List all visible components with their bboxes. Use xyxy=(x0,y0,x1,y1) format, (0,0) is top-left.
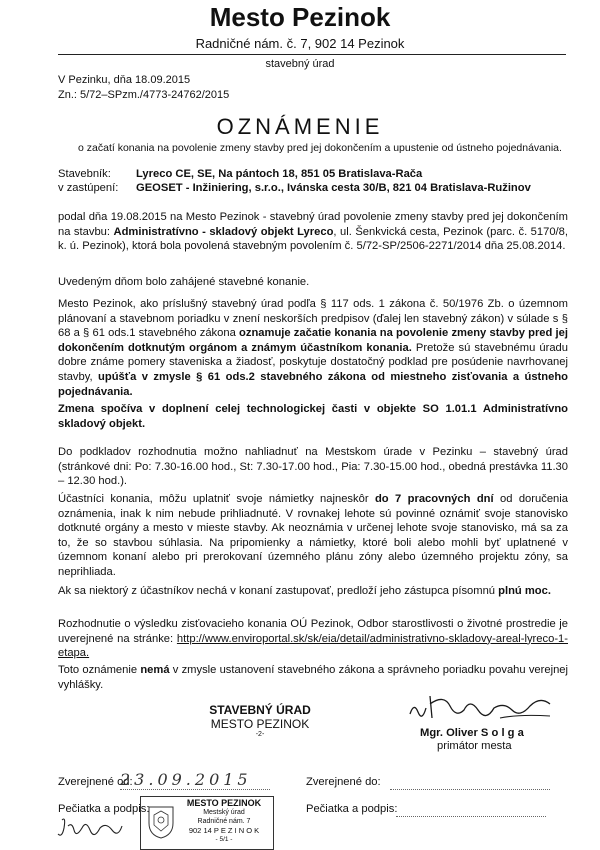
stamp-line-1: MESTO PEZINOK xyxy=(186,798,262,808)
enviroportal-link[interactable]: http://www.enviroportal.sk/sk/eia/detail/administrativno-skladovy-areal-lyreco-1-etapa. xyxy=(58,632,568,660)
stamp-line-3: Radničné nám. 7 xyxy=(197,818,251,825)
city-title: Mesto Pezinok xyxy=(209,2,391,32)
office-stamp-number: -2- xyxy=(255,731,265,738)
stamp-line-4: 902 14 P E Z I N O K xyxy=(188,826,260,835)
paragraph-representation: Ak sa niektorý z účastníkov nechá v konaní zastupovať, predloží jeho zástupca písomnú plnú moc. xyxy=(58,585,551,597)
office-stamp-text xyxy=(200,703,320,738)
notice-heading: OZNÁMENIE xyxy=(216,114,384,139)
builder-label: Stavebník: xyxy=(58,168,111,180)
place-date: V Pezinku, dňa 18.09.2015 xyxy=(58,74,191,86)
paragraph-not-public-notice: Toto oznámenie nemá v zmysle ustanovení stavebného zákona a správneho poriadku povahu verejnej vyhlášky. xyxy=(58,664,568,691)
header-rule xyxy=(58,54,566,55)
stamp-line-5: - 5/1 - xyxy=(215,836,233,843)
paragraph-change-description: Zmena spočíva v doplnení celej technologickej časti v objekte SO 1.01.1 Administratívno skladový objekt. xyxy=(58,403,568,430)
paragraph-eia-decision: Rozhodnutie o výsledku zisťovacieho konania OÚ Pezinok, Odbor starostlivosti o životné prostredie je uverejnené na stránke: http://www.enviroportal.sk/sk/eia/detail/administrativno-skladovy-areal-lyreco-1-etapa. xyxy=(58,618,568,660)
paragraph-legal-basis: Mesto Pezinok, ako príslušný stavebný úrad podľa § 117 ods. 1 zákona č. 50/1976 Zb. o územnom plánovaní a stavebnom poriadku v znení neskorších predpisov (ďalej len stavebný zákon) v súlade s § 68 a § 61 ods.1 stavebného zákona oznamuje začatie konania na povolenie zmeny stavby pred jej dokončením dotknutým orgánom a známym účastníkom konania. Pretože sú stavebnému úradu dobre známe pomery staveniska a žiadosť, poskytuje dostatočný podklad pre posúdenie navrhovanej stavby, upúšťa v zmysle § 61 ods.2 stavebného zákona od miestneho zisťovania a ústneho pojednávania. xyxy=(58,298,569,398)
representative-value: GEOSET - Inžiniering, s.r.o., Ivánska cesta 30/B, 821 04 Bratislava-Ružinov xyxy=(136,182,531,194)
mayor-position: primátor mesta xyxy=(437,740,512,752)
published-from-label: Zverejnené od: xyxy=(58,776,133,788)
mayor-signature-image xyxy=(400,684,560,730)
published-to-line xyxy=(390,789,550,790)
paragraph-application: podal dňa 19.08.2015 na Mesto Pezinok - stavebný úrad povolenie zmeny stavby pred jej dokončením na stavbu: Administratívno - skladový objekt Lyreco, ul. Šenkvická cesta, Pezinok (parc. č. 5170/8, k. ú. Pezinok), ktorá bola povolená stavebným povolením č. 5/72-SP/2506-2271/2014 dňa 25.08.2014. xyxy=(58,211,568,253)
paragraph-objections: Účastníci konania, môžu uplatniť svoje námietky najneskôr do 7 pracovných dní od doručenia oznámenia, inak k nim nebude prihliadnuté. V rovnakej lehote sú povinné oznámiť svoje stanovisko dotknuté orgány a mesto v mieste stavby. Ak neoznámia v určenej lehote svoje stanovisko, má sa za to, že so stavbou súhlasia. Na pripomienky a námietky, ktoré boli alebo mohli byť uplatnené v územnom konaní alebo pri prerokovaní územného plánu zóny alebo územného projektu zóny, sa neprihliada. xyxy=(58,493,568,578)
stamp-signature-label-right: Pečiatka a podpis: xyxy=(306,803,398,815)
stamp-signature-label-left: Pečiatka a podpis: xyxy=(58,803,150,815)
reference-number: Zn.: 5/72–SPzm./4773-24762/2015 xyxy=(58,89,230,101)
stamp-signature-line-right xyxy=(396,816,546,817)
published-from-value: 23.09.2015 xyxy=(120,770,270,790)
representative-label: v zastúpení: xyxy=(58,182,119,194)
city-address: Radničné nám. č. 7, 902 14 Pezinok xyxy=(195,36,405,51)
mayor-name: Mgr. Oliver S o l g a xyxy=(420,727,524,739)
office-name: stavebný úrad xyxy=(265,58,335,70)
stamp-line-2: Mestský úrad xyxy=(203,809,245,816)
office-stamp-line1: STAVEBNÝ ÚRAD xyxy=(209,703,311,717)
published-to-label: Zverejnené do: xyxy=(306,776,381,788)
city-stamp xyxy=(140,796,274,850)
coat-of-arms-icon xyxy=(147,805,175,839)
office-stamp-line2: MESTO PEZINOK xyxy=(210,717,310,731)
builder-value: Lyreco CE, SE, Na pántoch 18, 851 05 Bratislava-Rača xyxy=(136,168,423,180)
notice-subheading: o začatí konania na povolenie zmeny stavby pred jej dokončením a upustenie od ústneho pojednávania. xyxy=(78,142,562,154)
paragraph-office-hours: Do podkladov rozhodnutia možno nahliadnuť na Mestskom úrade v Pezinku – stavebný úrad (stránkové dni: Po: 7.30-16.00 hod., St: 7.30-17.00 hod., Pia: 7.30-15.00 hod., obedná prestávka 11.30 – 12.30 hod.). xyxy=(58,446,568,488)
clerk-signature-image xyxy=(56,812,126,842)
paragraph-start: Uvedeným dňom bolo zahájené stavebné konanie. xyxy=(58,276,310,288)
